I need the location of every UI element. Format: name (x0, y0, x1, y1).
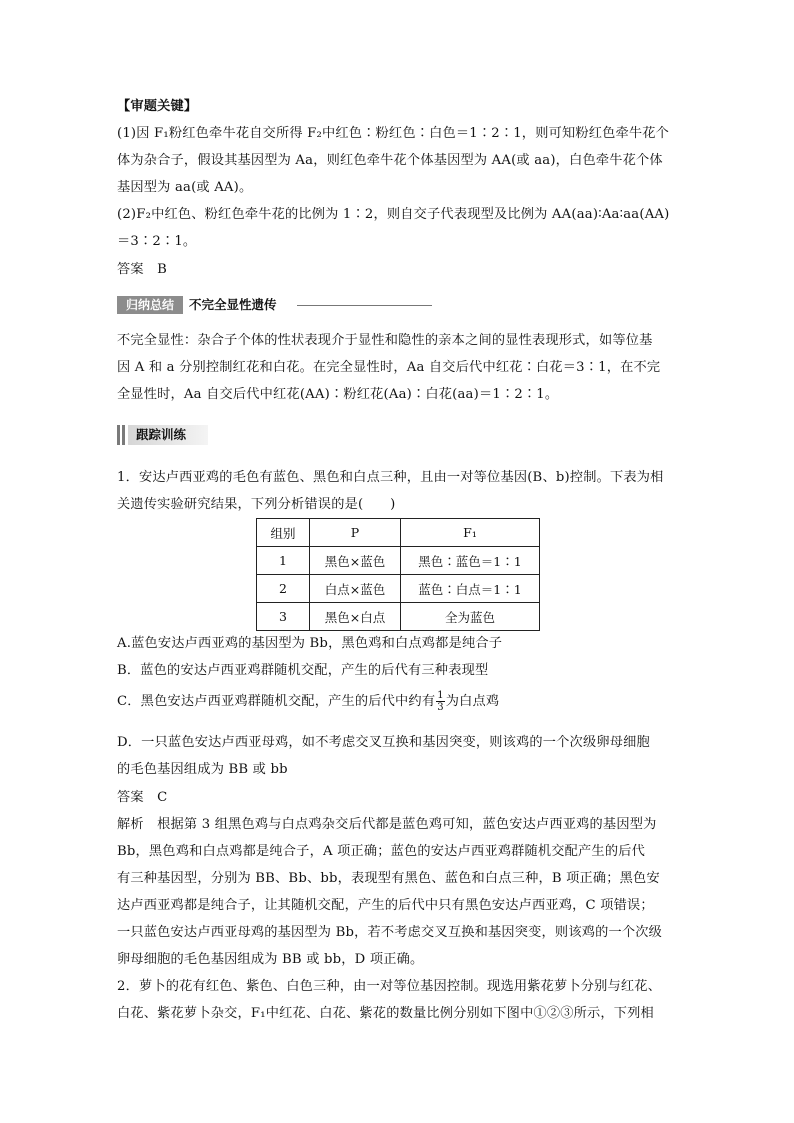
table-cell: 黑色×白点 (310, 603, 401, 631)
banner-bars-icon (117, 425, 127, 445)
key-point-2-line-1: (2)F₂中红色、粉红色牵牛花的比例为 1∶2，则自交子代表现型及比例为 AA(aa)∶Aa∶aa(AA) (117, 207, 670, 222)
analysis-line-6: 卵母细胞的毛色基因组成为 BB 或 bb，D 项正确。 (117, 952, 424, 967)
summary-line-1: 不完全显性：杂合子个体的性状表现介于显性和隐性的亲本之间的显性表现形式，如等位基 (117, 333, 653, 348)
option-a: A.蓝色安达卢西亚鸡的基因型为 Bb，黑色鸡和白点鸡都是纯合子 (117, 636, 503, 651)
question-2-line-2: 白花、紫花萝卜杂交，F₁中红花、白花、紫花的数量比例分别如下图中①②③所示，下列相 (117, 1006, 654, 1021)
table-cell: 黑色×蓝色 (310, 547, 401, 575)
analysis-line-2: Bb，黑色鸡和白点鸡都是纯合子，A 项正确；蓝色的安达卢西亚鸡群随机交配产生的后代 (117, 844, 645, 859)
key-point-1-line-3: 基因型为 aa(或 AA)。 (117, 180, 253, 195)
analysis-line-1: 解析 根据第 3 组黑色鸡与白点鸡杂交后代都是蓝色鸡可知，蓝色安达卢西亚鸡的基因型为 (117, 817, 657, 832)
table-cell: 蓝色∶白点＝1∶1 (401, 575, 540, 603)
table-cell: 黑色∶蓝色＝1∶1 (401, 547, 540, 575)
answer-1: 答案 B (117, 262, 168, 277)
question-2-line-1: 2．萝卜的花有红色、紫色、白色三种，由一对等位基因控制。现选用紫花萝卜分别与红花、 (117, 979, 662, 994)
summary-line-3: 全显性时，Aa 自交后代中红花(AA)∶粉红花(Aa)∶白花(aa)＝1∶2∶1。 (117, 387, 559, 402)
summary-line-2: 因 A 和 a 分别控制红花和白花。在完全显性时，Aa 自交后代中红花∶白花＝3∶1，在不完 (117, 360, 661, 375)
table-row (257, 575, 540, 603)
fraction-denominator: 3 (437, 702, 444, 713)
table-cell: 2 (257, 575, 310, 603)
table-cell: 3 (257, 603, 310, 631)
review-key-heading: 【审题关键】 (117, 99, 198, 114)
answer-2: 答案 C (117, 790, 168, 805)
analysis-line-5: 一只蓝色安达卢西亚母鸡的基因型为 Bb，若不考虑交叉互换和基因突变，则该鸡的一个次级 (117, 925, 663, 940)
table-cell: 白点×蓝色 (310, 575, 401, 603)
option-d-line-2: 的毛色基因组成为 BB 或 bb (117, 762, 288, 777)
experiment-table (256, 518, 540, 631)
table-row (257, 547, 540, 575)
table-cell: 1 (257, 547, 310, 575)
table-row (257, 603, 540, 631)
analysis-line-3: 有三种基因型，分别为 BB、Bb、bb，表现型有黑色、蓝色和白点三种，B 项正确；黑色安 (117, 871, 660, 886)
track-training-label: 跟踪训练 (128, 425, 208, 445)
table-header-cell: 组别 (257, 519, 310, 547)
question-1-line-1: 1．安达卢西亚鸡的毛色有蓝色、黑色和白点三种，且由一对等位基因(B、b)控制。下表为相 (117, 470, 664, 485)
option-d-line-1: D．一只蓝色安达卢西亚母鸡，如不考虑交叉互换和基因突变，则该鸡的一个次级卵母细胞 (117, 735, 650, 750)
summary-title: 不完全显性遗传 (189, 297, 277, 312)
fraction (436, 690, 445, 713)
question-1-line-2: 关遗传实验研究结果，下列分析错误的是( ) (117, 497, 396, 512)
option-b: B．蓝色的安达卢西亚鸡群随机交配，产生的后代有三种表现型 (117, 663, 489, 678)
table-header-row (257, 519, 540, 547)
table-cell: 全为蓝色 (401, 603, 540, 631)
summary-banner (117, 296, 432, 314)
summary-tag: 归纳总结 (117, 296, 183, 314)
key-point-2-line-2: ＝3∶2∶1。 (117, 234, 197, 249)
option-c-text: C．黑色安达卢西亚鸡群随机交配，产生的后代中约有 (117, 694, 436, 709)
track-training-banner (117, 425, 207, 445)
option-c-text-end: 为白点鸡 (445, 694, 500, 709)
analysis-line-4: 达卢西亚鸡都是纯合子，让其随机交配，产生的后代中只有黑色安达卢西亚鸡，C 项错误； (117, 898, 654, 913)
fraction-numerator: 1 (437, 690, 444, 701)
table-header-cell: P (310, 519, 401, 547)
key-point-1-line-2: 体为杂合子，假设其基因型为 Aa，则红色牵牛花个体基因型为 AA(或 aa)，白色牵牛花个体 (117, 153, 663, 168)
summary-divider (297, 305, 432, 306)
key-point-1-line-1: (1)因 F₁粉红色牵牛花自交所得 F₂中红色∶粉红色∶白色＝1∶2∶1，则可知粉红色牵牛花个 (117, 126, 670, 141)
table-header-cell: F₁ (401, 519, 540, 547)
option-c (117, 690, 499, 713)
